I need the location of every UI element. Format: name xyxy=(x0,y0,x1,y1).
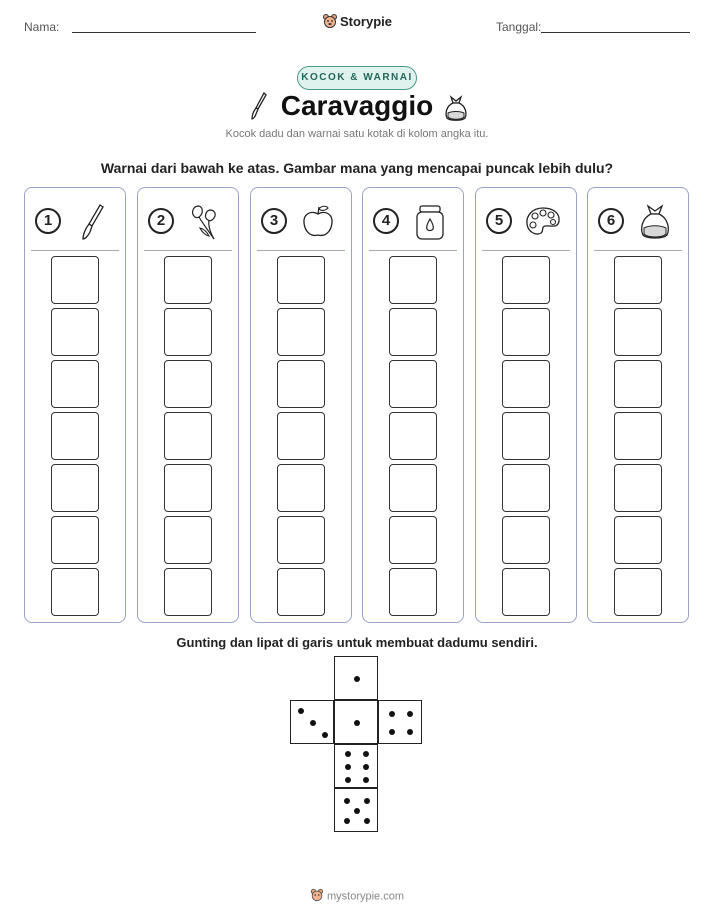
color-box[interactable] xyxy=(277,412,325,460)
bear-icon xyxy=(322,13,338,32)
die-pip xyxy=(344,818,350,824)
die-face xyxy=(378,700,422,744)
color-box[interactable] xyxy=(51,256,99,304)
die-face xyxy=(290,700,334,744)
die-pip xyxy=(364,818,370,824)
die-pip xyxy=(407,729,413,735)
column-divider xyxy=(257,250,345,251)
activity-badge: KOCOK & WARNAI xyxy=(297,66,417,90)
color-box[interactable] xyxy=(277,360,325,408)
color-box[interactable] xyxy=(389,464,437,512)
color-box[interactable] xyxy=(51,412,99,460)
color-box[interactable] xyxy=(277,568,325,616)
color-box[interactable] xyxy=(164,568,212,616)
color-box[interactable] xyxy=(389,256,437,304)
die-pip xyxy=(407,711,413,717)
paintbrush-icon xyxy=(73,202,111,242)
date-label: Tanggal: xyxy=(496,20,542,34)
color-boxes xyxy=(614,256,662,620)
die-pip xyxy=(389,711,395,717)
color-box[interactable] xyxy=(502,464,550,512)
color-box[interactable] xyxy=(502,412,550,460)
die-pip xyxy=(354,720,360,726)
die-pip xyxy=(354,676,360,682)
bear-icon xyxy=(310,888,324,905)
color-box[interactable] xyxy=(51,308,99,356)
die-pip xyxy=(389,729,395,735)
instruction: Warnai dari bawah ke atas. Gambar mana yang mencapai puncak lebih dulu? xyxy=(100,160,614,176)
palette-icon xyxy=(524,202,562,242)
die-pip xyxy=(364,798,370,804)
color-box[interactable] xyxy=(164,308,212,356)
column-divider xyxy=(144,250,232,251)
die-pip xyxy=(363,764,369,770)
color-boxes xyxy=(502,256,550,620)
color-box[interactable] xyxy=(614,360,662,408)
cut-instruction: Gunting dan lipat di garis untuk membuat dadumu sendiri. xyxy=(176,635,538,650)
column-number: 5 xyxy=(486,208,512,234)
column-divider xyxy=(31,250,119,251)
color-box[interactable] xyxy=(51,516,99,564)
column-divider xyxy=(482,250,570,251)
apple-icon xyxy=(299,202,337,242)
color-box[interactable] xyxy=(164,412,212,460)
die-pip xyxy=(344,798,350,804)
page-title: Caravaggio xyxy=(280,90,434,121)
color-box[interactable] xyxy=(51,568,99,616)
color-box[interactable] xyxy=(502,308,550,356)
color-box[interactable] xyxy=(277,516,325,564)
pouch-icon xyxy=(443,94,469,127)
column-divider xyxy=(594,250,682,251)
color-box[interactable] xyxy=(389,516,437,564)
color-box[interactable] xyxy=(502,516,550,564)
color-box[interactable] xyxy=(614,568,662,616)
column-2 xyxy=(137,187,239,623)
color-box[interactable] xyxy=(389,308,437,356)
column-3 xyxy=(250,187,352,623)
die-pip xyxy=(298,708,304,714)
color-box[interactable] xyxy=(614,256,662,304)
color-box[interactable] xyxy=(164,464,212,512)
die-pip xyxy=(363,751,369,757)
footer xyxy=(0,888,714,905)
die-pip xyxy=(363,777,369,783)
die-face xyxy=(334,700,378,744)
column-number: 1 xyxy=(35,208,61,234)
die-face xyxy=(334,744,378,788)
flower-icon xyxy=(186,202,224,242)
die-pip xyxy=(354,808,360,814)
color-box[interactable] xyxy=(51,464,99,512)
column-number: 2 xyxy=(148,208,174,234)
color-box[interactable] xyxy=(614,412,662,460)
footer-url: mystorypie.com xyxy=(326,890,405,903)
date-line[interactable] xyxy=(541,32,690,33)
column-4 xyxy=(362,187,464,623)
column-divider xyxy=(369,250,457,251)
pouch-icon xyxy=(636,202,674,242)
die-pip xyxy=(310,720,316,726)
ink-jar-icon xyxy=(411,202,449,242)
color-box[interactable] xyxy=(277,464,325,512)
color-box[interactable] xyxy=(164,360,212,408)
color-box[interactable] xyxy=(389,568,437,616)
color-box[interactable] xyxy=(51,360,99,408)
color-box[interactable] xyxy=(502,360,550,408)
color-box[interactable] xyxy=(614,308,662,356)
die-pip xyxy=(345,764,351,770)
color-box[interactable] xyxy=(277,308,325,356)
color-boxes xyxy=(277,256,325,620)
color-boxes xyxy=(51,256,99,620)
name-label: Nama: xyxy=(24,20,60,34)
die-pip xyxy=(345,777,351,783)
column-6 xyxy=(587,187,689,623)
column-5 xyxy=(475,187,577,623)
color-box[interactable] xyxy=(614,516,662,564)
color-boxes xyxy=(164,256,212,620)
color-box[interactable] xyxy=(502,568,550,616)
column-number: 3 xyxy=(261,208,287,234)
color-box[interactable] xyxy=(277,256,325,304)
die-face xyxy=(334,788,378,832)
color-box[interactable] xyxy=(614,464,662,512)
column-number: 6 xyxy=(598,208,624,234)
color-box[interactable] xyxy=(164,256,212,304)
column-1 xyxy=(24,187,126,623)
die-face xyxy=(334,656,378,700)
color-box[interactable] xyxy=(502,256,550,304)
die-pip xyxy=(322,732,328,738)
color-box[interactable] xyxy=(389,360,437,408)
color-box[interactable] xyxy=(164,516,212,564)
brand-name: Storypie xyxy=(339,13,392,29)
subtitle: Kocok dadu dan warnai satu kotak di kolom angka itu. xyxy=(225,128,489,140)
color-box[interactable] xyxy=(389,412,437,460)
die-pip xyxy=(345,751,351,757)
color-boxes xyxy=(389,256,437,620)
brand-logo xyxy=(0,13,714,32)
name-line[interactable] xyxy=(72,32,256,33)
column-number: 4 xyxy=(373,208,399,234)
